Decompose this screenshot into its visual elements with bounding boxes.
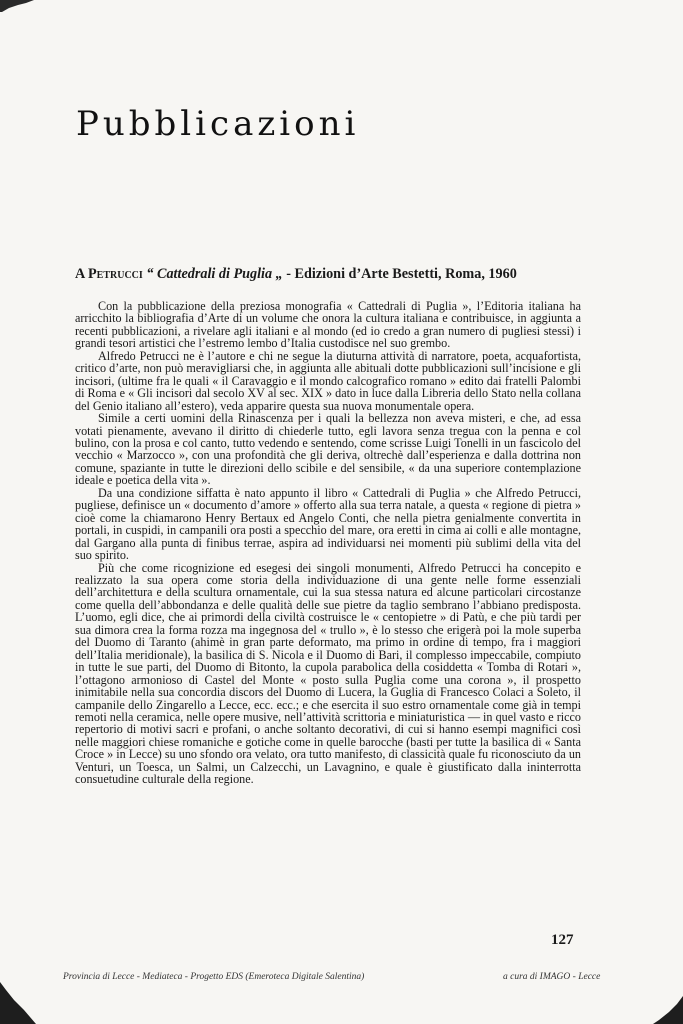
paragraph: Simile a certi uomini della Rinascenza per i quali la bellezza non aveva misteri, e che, ad essa votati pienamente, avevano il diritto di chiederle tutto, egli lavora senza tregua con la penna e col bulino, con la prosa e col canto, tutto vedendo e sentendo, come scrisse Luigi Tonelli in un fascicolo del vecchio « Marzocco », con una profondità che gli deriva, oltrechè dall’esperienza e dalla dottrina non comune, spaziante in tutte le direzioni dello scibile e del sensibile, « da una superiore contemplazione ideale e poetica della vita ». bbox=[75, 411, 581, 488]
review-body bbox=[75, 300, 581, 786]
paragraph: Alfredo Petrucci ne è l’autore e chi ne segue la diuturna attività di narratore, poeta, acquafortista, critico d’arte, non può meravigliarsi che, in aggiunta alle abituali dotte pubblicazioni sull’incisione e gli incisori, (ultime fra le quali « il Caravaggio e il mondo calcografico romano » edito dai fratelli Palombi di Roma e « Gli incisori dal secolo XV al sec. XIX » dato in luce dalla Libreria dello Stato nella collana del Genio italiano all’estero), veda apparire questa sua nuova monumentale opera. bbox=[75, 348, 581, 413]
paragraph: Più che come ricognizione ed esegesi dei singoli monumenti, Alfredo Petrucci ha concepito e realizzato la sua opera come storia della individuazione di una gente nelle forme essenziali dell’architettura e della scultura ornamentale, cui la sua stessa natura ed alcune particolari circostanze come quella dell’abbondanza e delle qualità delle sue pietre da taglio sembrano l’abbiano predisposta. L’uomo, egli dice, che ai primordi della civiltà costruisce le « centopietre » di Patù, e che più tardi per sua dimora crea la forma rozza ma ingegnosa del « trullo », è lo stesso che erigerà poi la mole superba del Duomo di Taranto (ahimè in gran parte deformato, ma primo in ordine di tempo, fra i maggiori dell’Italia meridionale), la basilica di S. Nicola e il Duomo di Bari, il complesso impeccabile, compiuto in tutte le sue parti, del Duomo di Bitonto, la cupola parabolica della cosiddetta « Tomba di Rotari », l’ottagono armonioso di Castel del Monte « posto sulla Puglia come una corona », il prospetto inimitabile nella sua concordia discors del Duomo di Lucera, la Guglia di Francesco Colaci a Soleto, il campanile dello Zingarello a Lecce, ecc. ecc.; e che esercita il suo estro ornamentale come già in tempi remoti nella ceramica, nelle opere musive, nell’attività scrittoria e miniaturistica — in quel vasto e ricco repertorio di motivi sacri e profani, o anche soltanto decorativi, di cui si hanno esempi magnifici così nelle maggiori chiese romaniche e gotiche come in quelle barocche (basti per tutte la basilica di « Santa Croce » in Lecce) su uno sfondo ora velato, ora tutto manifesto, di classicità quale fu riconosciuto da un Venturi, un Toesca, un Salmi, un Calzecchi, un Lavagnino, e quale è giustificato dalla ininterrotta consuetudine culturale della regione. bbox=[75, 560, 581, 787]
book-title: “ Cattedrali di Puglia „ bbox=[146, 266, 283, 282]
author-surname: Petrucci bbox=[88, 266, 143, 282]
scan-edge-mark-top-left bbox=[0, 0, 34, 12]
book-citation bbox=[75, 266, 620, 283]
scan-edge-mark-bottom-right bbox=[653, 996, 683, 1024]
footer-credit: Provincia di Lecce - Mediateca - Progetto EDS (Emeroteca Digitale Salentina) bbox=[63, 972, 365, 982]
publisher-info: - Edizioni d’Arte Bestetti, Roma, 1960 bbox=[282, 266, 517, 282]
paragraph: Da una condizione siffatta è nato appunto il libro « Cattedrali di Puglia » che Alfredo Petrucci, pugliese, definisce un « documento d’amore » offerto alla sua terra natale, a questa « regione di pietra » cioè come la chiamarono Henry Bertaux ed Angelo Conti, che nella pietra genialmente convertita in portali, in cuspidi, in campanili ora posti a specchio del mare, ora eretti in cima ai colli e alle montagne, dal Gargano alla punta di finibus terrae, aspira ad individuarsi nei momenti più sublimi della vita del suo spirito. bbox=[75, 485, 581, 563]
paragraph: Con la pubblicazione della preziosa monografia « Cattedrali di Puglia », l’Editoria italiana ha arricchito la bibliografia d’Arte di un volume che onora la cultura italiana e contribuisce, in aggiunta a recenti pubblicazioni, a rivelare agli italiani e al mondo (ed io credo a gran numero di pugliesi stessi) i grandi tesori artistici che l’estremo lembo d’Italia custodisce nel suo grembo. bbox=[75, 299, 581, 351]
footer-curator: a cura di IMAGO - Lecce bbox=[503, 972, 601, 982]
author-initial: A bbox=[75, 266, 89, 282]
page-title: Pubblicazioni bbox=[76, 104, 360, 144]
page-number: 127 bbox=[551, 932, 574, 948]
scan-edge-mark-bottom-left bbox=[0, 982, 36, 1024]
